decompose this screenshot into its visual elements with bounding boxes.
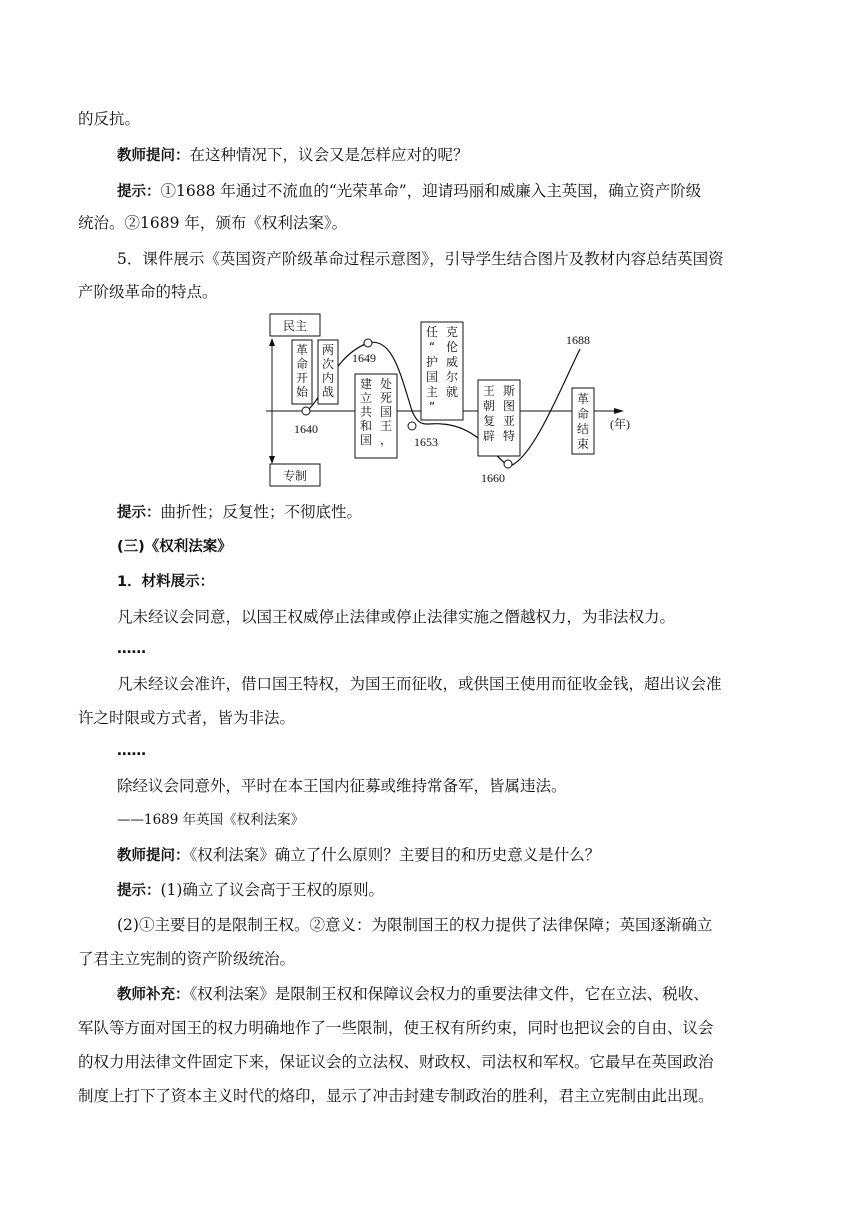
- diagram-char: ”: [428, 400, 436, 414]
- marker-1660: [504, 460, 512, 468]
- diagram-char: 尔: [445, 370, 459, 384]
- democracy-label: 民主: [282, 319, 308, 333]
- text-line: 的权力用法律文件固定下来，保证议会的立法权、财政权、司法权和军权。它最早在英国政治: [78, 1053, 714, 1071]
- teacher-question-line: [117, 845, 600, 866]
- diagram-char: 特: [502, 429, 516, 443]
- diagram-char: 战: [321, 385, 335, 399]
- cromwell-label: [446, 325, 458, 399]
- label-teacher-supplement: 教师补充：: [117, 987, 190, 1003]
- revolution-end-label: [577, 392, 589, 451]
- quote-line: 除经议会同意外，平时在本王国内征募或维持常备军，皆属违法。: [117, 777, 567, 795]
- diagram-char: 伦: [445, 340, 459, 354]
- text-line: 军队等方面对国王的权力明确地作了一些限制，使王权有所约束，同时也把议会的自由、议会: [78, 1019, 714, 1037]
- diagram-char: 威: [445, 355, 459, 369]
- autocracy-label: 专制: [282, 469, 308, 483]
- king-executed-label: [380, 376, 392, 447]
- year-1649: 1649: [352, 351, 376, 365]
- supplement-text: 《权利法案》是限制王权和保障议会权力的重要法律文件，它在立法、税收、: [189, 985, 709, 1003]
- marker-1640: [302, 407, 310, 415]
- diagram-char: 斯: [502, 384, 516, 398]
- diagram-char: 朝: [482, 399, 496, 413]
- diagram-char: 克: [445, 325, 459, 339]
- quote-source: ——1689 年英国《权利法案》: [117, 812, 305, 828]
- hint-line: [117, 181, 701, 202]
- diagram-char: ，: [379, 433, 393, 447]
- revolution-start-label: [296, 343, 309, 399]
- diagram-char: 就: [445, 385, 459, 399]
- diagram-char: 命: [576, 407, 590, 421]
- diagram-char: 主: [425, 385, 439, 399]
- diagram-char: 两: [321, 343, 335, 357]
- hint-text: ①1688 年通过不流血的“光荣革命”，迎请玛丽和威廉入主英国，确立资产阶级: [160, 182, 702, 200]
- diagram-char: 辟: [482, 429, 496, 443]
- diagram-char: 死: [379, 391, 393, 405]
- diagram-char: 处: [379, 377, 393, 391]
- hint-line: [117, 880, 384, 901]
- hint-text: (1)确立了议会高于王权的原则。: [160, 881, 384, 899]
- text-line: 了君主立宪制的资产阶级统治。: [78, 950, 296, 968]
- revolution-process-diagram: [262, 312, 632, 490]
- diagram-char: 共: [359, 405, 373, 419]
- diagram-char: 始: [295, 385, 309, 399]
- diagram-char: 国: [379, 405, 393, 419]
- text-line: 5．课件展示《英国资产阶级革命过程示意图》，引导学生结合图片及教材内容总结英国资: [117, 250, 724, 268]
- hint-text: 曲折性；反复性；不彻底性。: [160, 503, 363, 521]
- question-text: 在这种情况下，议会又是怎样应对的呢？: [189, 146, 469, 164]
- section-heading: (三)《权利法案》: [117, 539, 232, 555]
- diagram-char: 命: [295, 357, 309, 371]
- diagram-char: 王: [482, 384, 496, 398]
- year-1653: 1653: [414, 435, 438, 449]
- quote-line: 凡未经议会同意，以国王权威停止法律或停止法律实施之僭越权力，为非法权力。: [117, 608, 676, 626]
- diagram-char: 国: [359, 433, 373, 447]
- year-1640: 1640: [294, 422, 318, 436]
- diagram-char: 建: [359, 377, 373, 391]
- diagram-char: 和: [359, 419, 373, 433]
- text-line: 产阶级革命的特点。: [78, 283, 218, 301]
- republic-label: [360, 376, 372, 447]
- year-1660: 1660: [481, 471, 505, 485]
- marker-1649: [364, 339, 372, 347]
- text-line: 的反抗。: [78, 110, 141, 128]
- diagram-char: 复: [482, 414, 496, 428]
- diagram-char: 图: [502, 399, 516, 413]
- diagram-char: 次: [321, 357, 335, 371]
- question-text: 《权利法案》确立了什么原则？主要目的和历史意义是什么？: [189, 846, 601, 864]
- label-teacher-question: 教师提问：: [117, 148, 190, 164]
- diagram-char: 护: [425, 355, 439, 369]
- label-hint: 提示：: [117, 505, 161, 521]
- diagram-char: 亚: [502, 414, 516, 428]
- diagram-char: 束: [576, 437, 590, 451]
- diagram-char: 王: [379, 419, 393, 433]
- diagram-char: 立: [359, 391, 373, 405]
- diagram-char: 开: [295, 371, 309, 385]
- material-heading: 1．材料展示：: [117, 574, 215, 590]
- axis-unit-label: (年): [610, 417, 630, 431]
- text-line: (2)①主要目的是限制王权。②意义：为限制国王的权力提供了法律保障；英国逐渐确立: [117, 916, 713, 934]
- diagram-char: 革: [576, 392, 590, 406]
- diagram-char: 任: [425, 325, 439, 339]
- teacher-supplement-line: [117, 984, 709, 1005]
- year-1688: 1688: [566, 333, 590, 347]
- ellipsis: ……: [117, 641, 146, 657]
- label-teacher-question: 教师提问：: [117, 848, 190, 864]
- marker-1653: [408, 422, 416, 430]
- quote-line: 凡未经议会准许，借口国王特权，为国王而征收，或供国王使用而征收金钱，超出议会准: [117, 675, 722, 693]
- diagram-char: 内: [321, 371, 335, 385]
- text-line: 制度上打下了资本主义时代的烙印，显示了冲击封建专制政治的胜利，君主立宪制由此出现。: [78, 1087, 714, 1105]
- diagram-char: “: [428, 340, 436, 354]
- restoration-label: [483, 384, 495, 443]
- hint-line: [117, 502, 362, 523]
- teacher-question-line: [117, 145, 469, 166]
- civil-wars-label: [322, 343, 334, 399]
- diagram-char: 革: [295, 343, 309, 357]
- diagram-char: 国: [425, 370, 439, 384]
- label-hint: 提示：: [117, 883, 161, 899]
- ellipsis: ……: [117, 743, 146, 759]
- text-line: 统治。②1689 年，颁布《权利法案》。: [78, 214, 348, 232]
- diagram-char: 结: [576, 422, 590, 436]
- quote-line: 许之时限或方式者，皆为非法。: [78, 709, 296, 727]
- label-hint: 提示：: [117, 184, 161, 200]
